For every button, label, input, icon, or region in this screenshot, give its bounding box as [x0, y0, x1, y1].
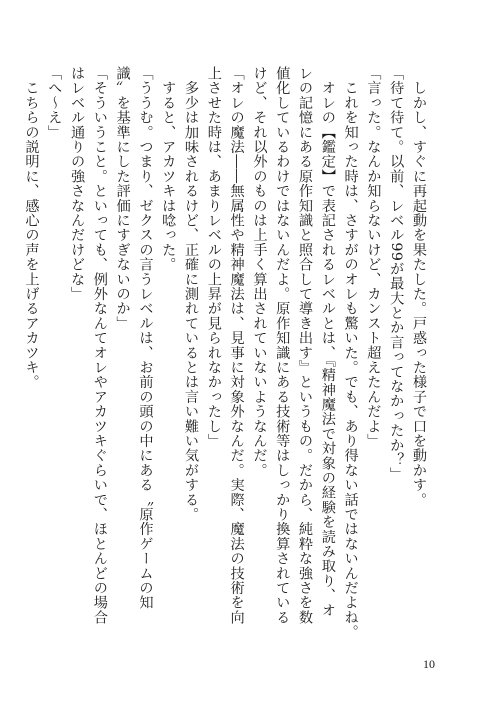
- text-line: オレの【鑑定】で表記されるレベルとは、『精神魔法で対象の経験を読み取り、オレの記憶にある原作知識と照合して導き出す』というもの。だから、純粋な強さを数値化しているわけではないんだよ。原作知識にある技術等はしっかり換算されているけど、それ以外のものは上手く算出されていないようなんだ。: [251, 66, 336, 625]
- text-line: 「待て待て。以前、レベル99が最大とか言ってなかったか？」: [388, 66, 405, 482]
- text-line: こちらの説明に、感心の声を上げるアカツキ。: [23, 66, 40, 390]
- text-line: 「言った。なんか知らないけど、カンスト超えたんだよ」: [365, 66, 382, 449]
- text-line: 多少は加味されるけど、正確に測れているとは言い難い気がする。: [183, 66, 200, 522]
- text-line: 「ううむ。つまり、ゼクスの言うレベルは、お前の頭の中にある〝原作ゲームの知識〟を基準にした評価にすぎないのか」: [114, 66, 154, 610]
- text-line: しかし、すぐに再起動を果たした。戸惑った様子で口を動かす。: [411, 66, 427, 507]
- vertical-text-body: [20, 66, 430, 640]
- text-line: すると、アカツキは唸った。: [160, 66, 177, 272]
- text-line: 「オレの魔法――無属性や精神魔法は、見事に対象外なんだ。実際、魔法の技術を向上させた時は、あまりレベルの上昇が見られなかったし」: [205, 66, 245, 625]
- text-line: これを知った時は、さすがのオレも驚いた。でも、あり得ない話ではないんだよね。: [342, 66, 359, 640]
- text-line: 「そういうこと。といっても、例外なんてオレやアカツキぐらいで、ほとんどの場合はレベル通りの強さなんだけどな」: [69, 66, 108, 625]
- page-number: 10: [423, 657, 435, 671]
- text-line: 「へ～え」: [46, 66, 63, 140]
